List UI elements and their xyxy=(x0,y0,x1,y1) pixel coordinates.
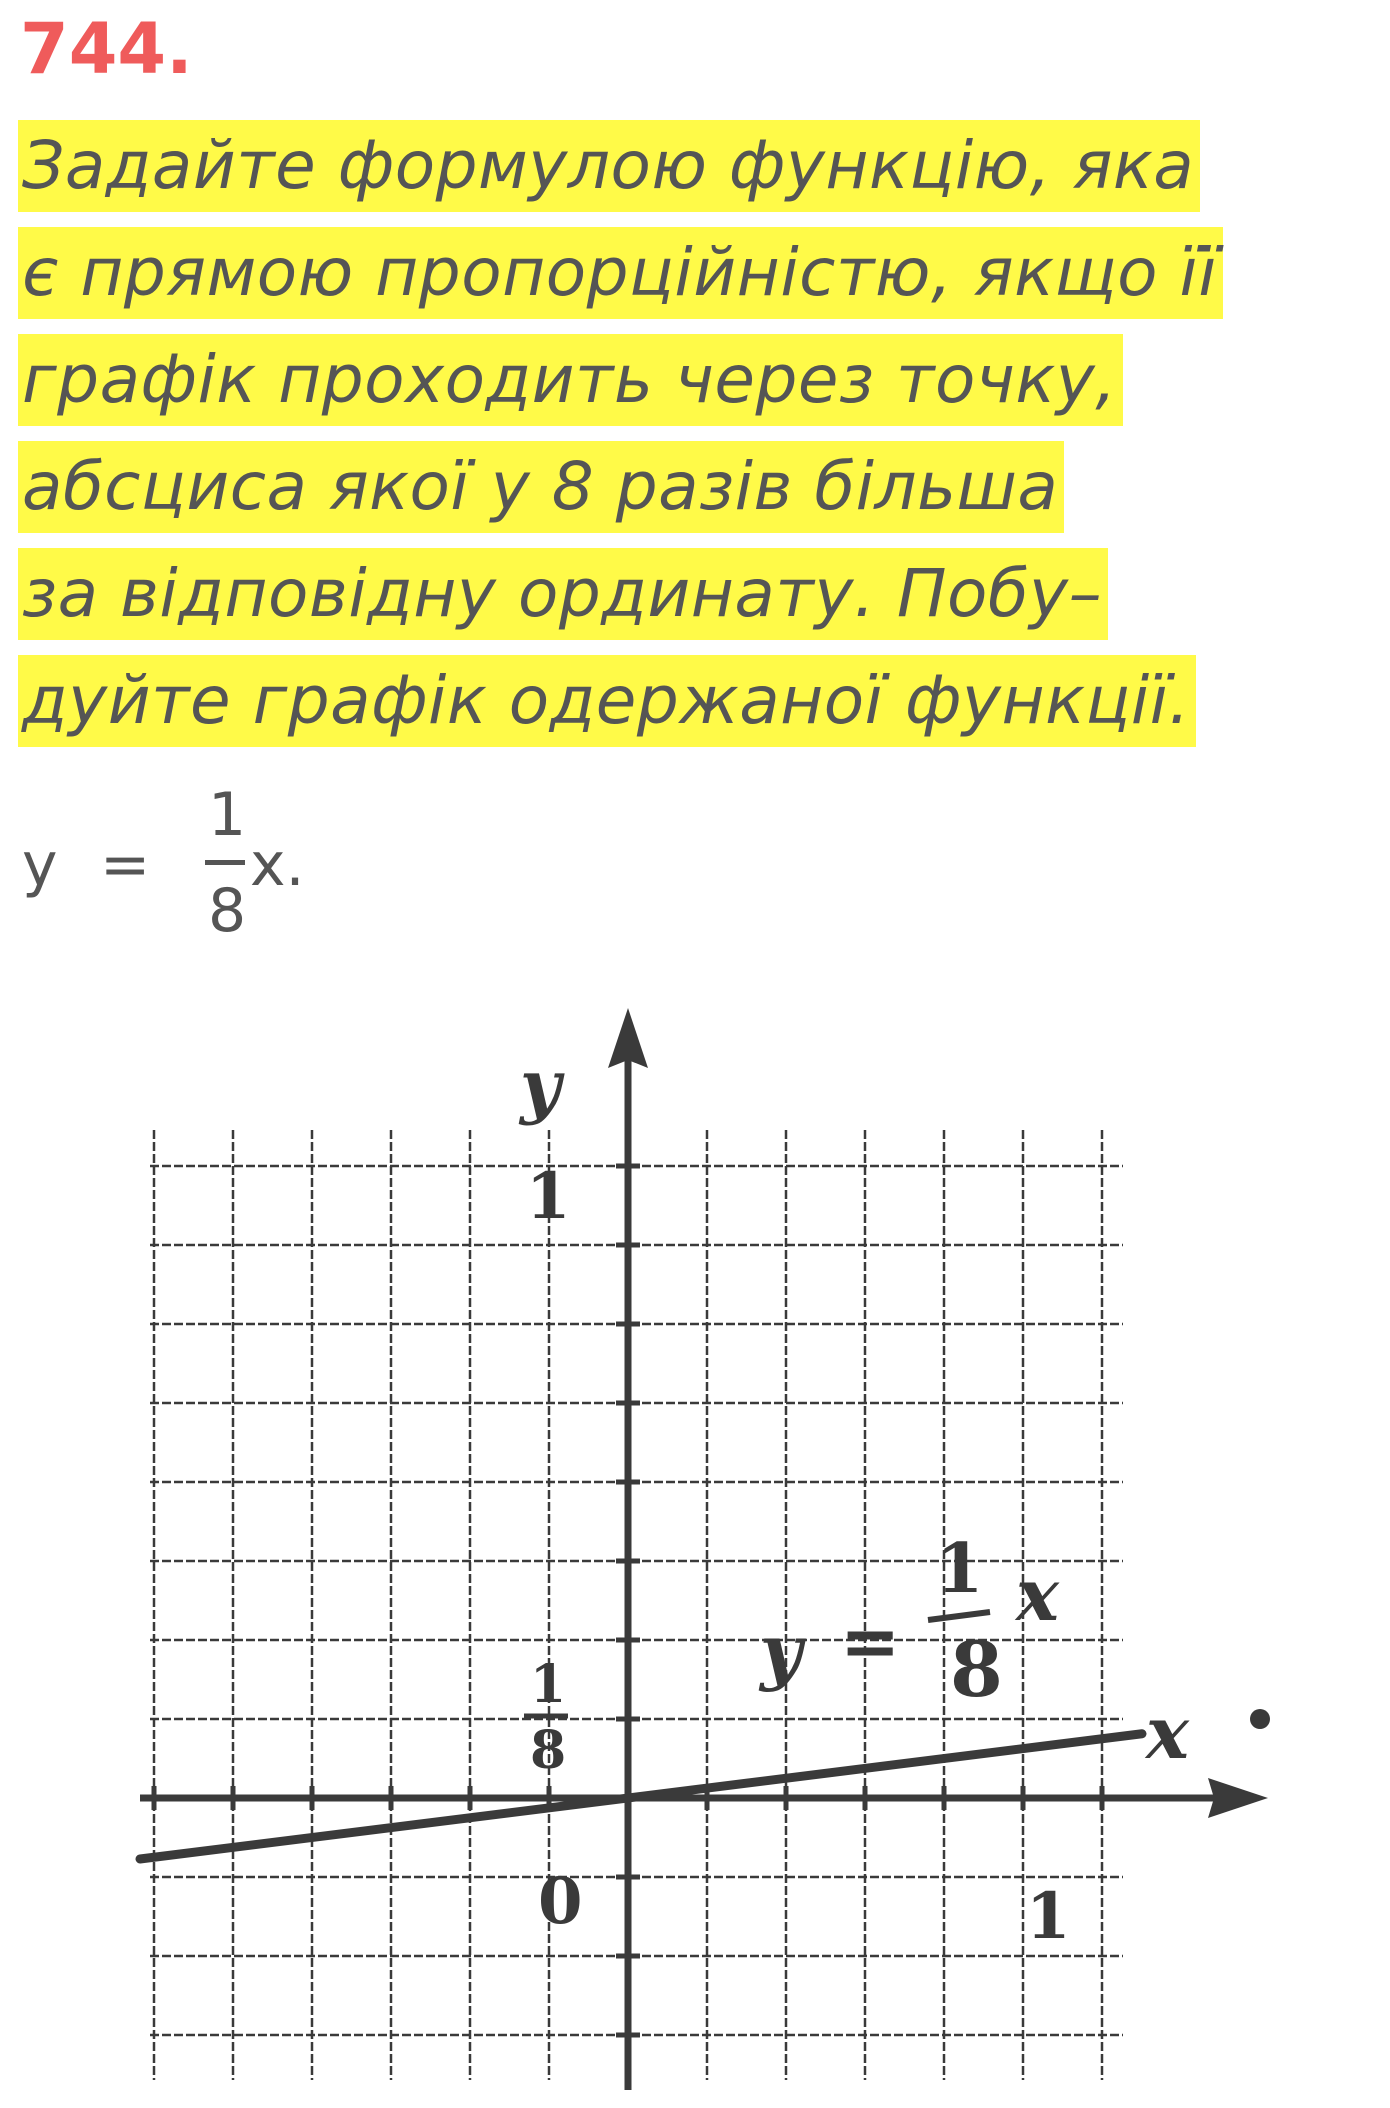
task-line: за відповідну ординату. Побу– xyxy=(18,548,1388,655)
x-axis-label: x xyxy=(1146,1690,1189,1775)
function-graph xyxy=(0,960,1390,2100)
y-axis-arrow xyxy=(608,1008,648,1068)
task-line: є прямою пропорційністю, якщо її xyxy=(18,227,1388,334)
line-label-equals: = xyxy=(840,1598,901,1683)
line-label-numerator: 1 xyxy=(936,1529,984,1609)
formula-lhs: y xyxy=(22,830,58,900)
task-line: абсциса якої у 8 разів більша xyxy=(18,441,1388,548)
task-text xyxy=(18,120,1388,762)
y-tick-denominator: 8 xyxy=(530,1720,567,1781)
origin-label: 0 xyxy=(538,1864,583,1939)
x-unit-label: 1 xyxy=(1026,1879,1071,1954)
exercise-number: 744. xyxy=(20,8,193,90)
marked-point xyxy=(1250,1709,1270,1729)
answer-formula xyxy=(22,780,422,960)
formula-rhs: x. xyxy=(250,830,305,900)
line-label-lhs: y xyxy=(760,1608,802,1693)
line-label-fraction-bar xyxy=(928,1612,990,1620)
task-line: графік проходить через точку, xyxy=(18,334,1388,441)
x-axis-arrow xyxy=(1208,1778,1268,1818)
y-tick-numerator: 1 xyxy=(530,1654,567,1715)
line-label-rhs: x xyxy=(1016,1552,1059,1637)
formula-denominator: 8 xyxy=(208,876,247,946)
line-label-denominator: 8 xyxy=(950,1625,1003,1714)
task-line: Задайте формулою функцію, яка xyxy=(18,120,1388,227)
axes xyxy=(140,1008,1268,2090)
task-line: дуйте графік одержаної функції. xyxy=(18,655,1388,762)
fraction-bar xyxy=(205,860,245,865)
formula-equals: = xyxy=(100,830,151,900)
y-unit-label: 1 xyxy=(526,1159,571,1234)
y-axis-label: y xyxy=(520,1044,561,1127)
formula-numerator: 1 xyxy=(208,780,247,850)
line-label xyxy=(758,1529,1060,1714)
